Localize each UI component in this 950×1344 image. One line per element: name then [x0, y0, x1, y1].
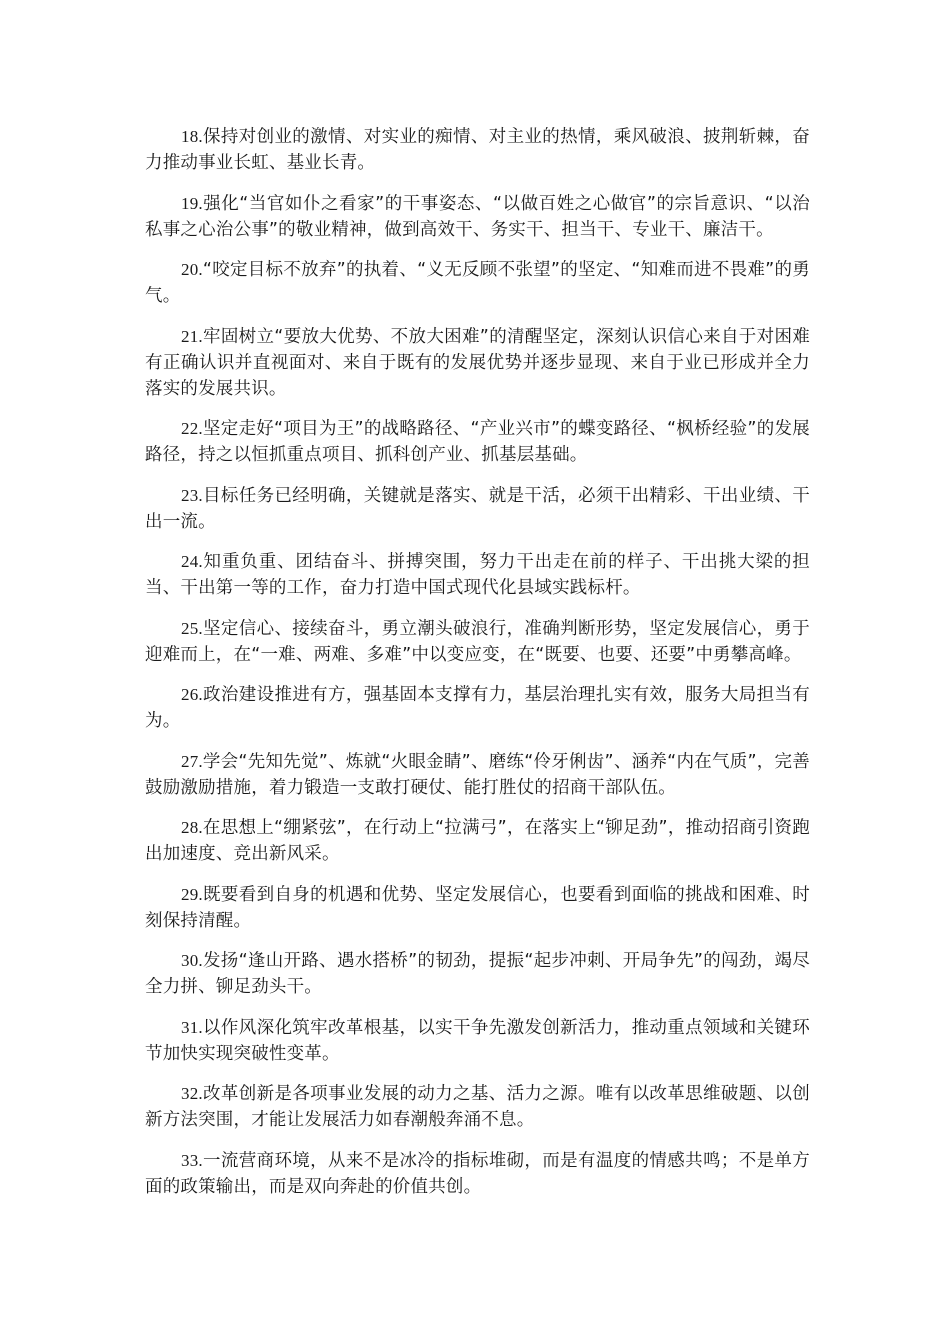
paragraph-text: 既要看到自身的机遇和优势、坚定发展信心，也要看到面临的挑战和困难、时刻保持清醒。: [145, 884, 810, 931]
paragraph-text: 政治建设推进有方，强基固本支撑有力，基层治理扎实有效，服务大局担当有为。: [145, 685, 810, 731]
paragraph-number: 18.: [181, 127, 203, 146]
paragraph-19: [145, 191, 810, 243]
paragraph-29: [145, 882, 810, 934]
paragraph-20: [145, 257, 810, 309]
paragraph-25: [145, 616, 810, 668]
paragraph-number: 23.: [181, 485, 203, 505]
paragraph-18: [145, 124, 810, 176]
paragraph-24: [145, 549, 810, 601]
paragraph-number: 31.: [181, 1017, 203, 1037]
document-body: [145, 124, 810, 1214]
paragraph-text: 在思想上“绷紧弦”，在行动上“拉满弓”，在落实上“铆足劲”，推动招商引资跑出加速度、竞出新风采。: [145, 818, 810, 864]
paragraph-text: 牢固树立“要放大优势、不放大困难”的清醒坚定，深刻认识信心来自于对困难有正确认识并直视面对、来自于既有的发展优势并逐步显现、来自于业已形成并全力落实的发展共识。: [145, 326, 810, 399]
paragraph-31: [145, 1015, 810, 1067]
paragraph-number: 19.: [181, 193, 203, 213]
paragraph-text: 保持对创业的激情、对实业的痴情、对主业的热情，乘风破浪、披荆斩棘，奋力推动事业长虹、基业长青。: [145, 127, 810, 173]
paragraph-number: 30.: [181, 951, 203, 970]
paragraph-number: 26.: [181, 685, 203, 704]
paragraph-text: 以作风深化筑牢改革根基，以实干争先激发创新活力，推动重点领域和关键环节加快实现突破性变革。: [145, 1017, 810, 1064]
paragraph-30: [145, 948, 810, 1000]
paragraph-text: 强化“当官如仆之看家”的干事姿态、“以做百姓之心做官”的宗旨意识、“以治私事之心治公事”的敬业精神，做到高效干、务实干、担当干、专业干、廉洁干。: [145, 193, 810, 240]
paragraph-number: 32.: [181, 1084, 203, 1103]
paragraph-22: [145, 416, 810, 468]
paragraph-33: [145, 1148, 810, 1200]
paragraph-27: [145, 749, 810, 801]
paragraph-number: 24.: [181, 552, 203, 571]
paragraph-28: [145, 815, 810, 867]
paragraph-number: 25.: [181, 618, 203, 638]
paragraph-number: 28.: [181, 818, 203, 837]
paragraph-text: “咬定目标不放弃”的执着、“义无反顾不张望”的坚定、“知难而进不畏难”的勇气。: [145, 260, 810, 306]
paragraph-number: 33.: [181, 1150, 203, 1170]
paragraph-32: [145, 1081, 810, 1133]
paragraph-number: 29.: [181, 884, 203, 904]
paragraph-23: [145, 483, 810, 535]
paragraph-text: 目标任务已经明确，关键就是落实、就是干活，必须干出精彩、干出业绩、干出一流。: [145, 485, 810, 532]
paragraph-26: [145, 682, 810, 734]
paragraph-text: 一流营商环境，从来不是冰冷的指标堆砌，而是有温度的情感共鸣；不是单方面的政策输出，而是双向奔赴的价值共创。: [145, 1150, 810, 1197]
paragraph-text: 学会“先知先觉”、炼就“火眼金睛”、磨练“伶牙俐齿”、涵养“内在气质”，完善鼓励激励措施，着力锻造一支敢打硬仗、能打胜仗的招商干部队伍。: [145, 751, 810, 798]
paragraph-21: [145, 324, 810, 402]
paragraph-text: 知重负重、团结奋斗、拼搏突围，努力干出走在前的样子、干出挑大梁的担当、干出第一等的工作，奋力打造中国式现代化县域实践标杆。: [145, 552, 810, 598]
paragraph-number: 27.: [181, 751, 203, 771]
paragraph-text: 改革创新是各项事业发展的动力之基、活力之源。唯有以改革思维破题、以创新方法突围，才能让发展活力如春潮般奔涌不息。: [145, 1084, 810, 1130]
paragraph-text: 坚定信心、接续奋斗，勇立潮头破浪行，准确判断形势，坚定发展信心，勇于迎难而上，在“一难、两难、多难”中以变应变，在“既要、也要、还要”中勇攀高峰。: [145, 618, 810, 665]
paragraph-number: 21.: [181, 326, 203, 346]
paragraph-text: 发扬“逢山开路、遇水搭桥”的韧劲，提振“起步冲刺、开局争先”的闯劲，竭尽全力拼、铆足劲头干。: [145, 951, 810, 997]
paragraph-text: 坚定走好“项目为王”的战略路径、“产业兴市”的蝶变路径、“枫桥经验”的发展路径，持之以恒抓重点项目、抓科创产业、抓基层基础。: [145, 419, 810, 465]
paragraph-number: 22.: [181, 419, 203, 438]
paragraph-number: 20.: [181, 260, 203, 279]
